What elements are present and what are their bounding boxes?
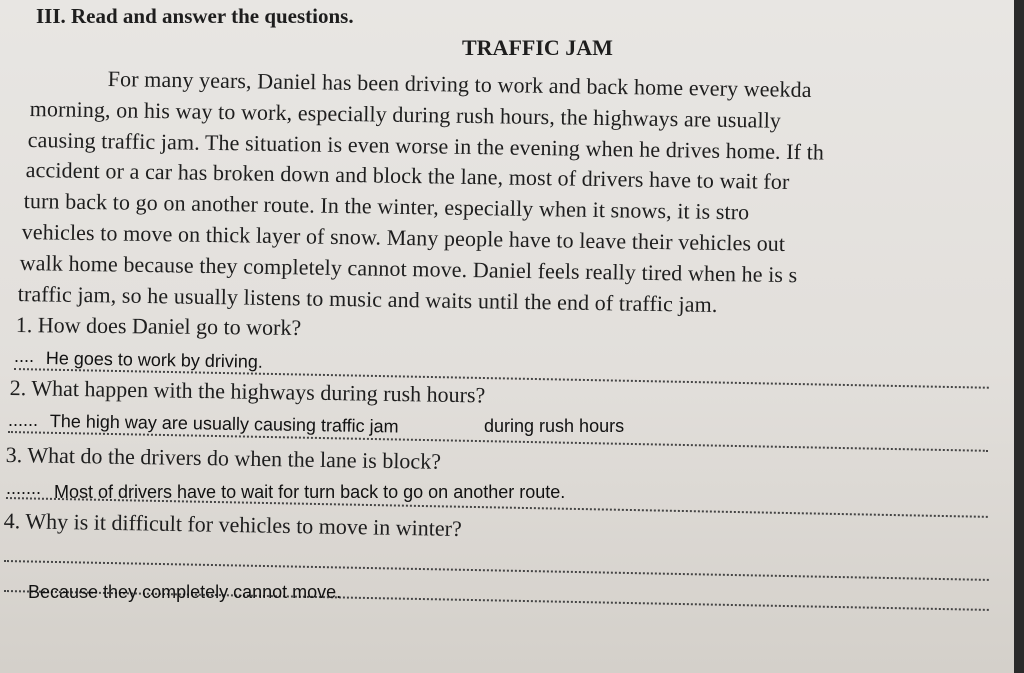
answer-lead-1: .... — [14, 346, 35, 366]
question-2: 2. What happen with the highways during rush hours? — [9, 375, 486, 408]
answer-3[interactable]: Most of drivers have to wait for turn back to go on another route. — [54, 482, 566, 502]
answer-line-4a — [4, 560, 989, 581]
question-4: 4. Why is it difficult for vehicles to move in winter? — [3, 508, 462, 541]
passage-line: For many years, Daniel has been driving to work and back home every weekda — [107, 66, 812, 103]
passage-title: TRAFFIC JAM — [462, 35, 613, 60]
passage-line: morning, on his way to work, especially during rush hours, the highways are usually — [29, 96, 782, 133]
answer-1[interactable]: He goes to work by driving. — [45, 348, 264, 372]
passage-line: vehicles to move on thick layer of snow. Many people have to leave their vehicles out — [21, 219, 786, 256]
answer-lead-3: ....... — [6, 478, 42, 498]
passage-line: accident or a car has broken down and block the lane, most of drivers have to wait for — [25, 157, 790, 194]
answer-2[interactable]: The high way are usually causing traffic jam — [49, 411, 399, 437]
passage-line: walk home because they completely cannot move. Daniel feels really tired when he is s — [19, 250, 798, 288]
question-3: 3. What do the drivers do when the lane is block? — [5, 442, 442, 474]
exercise-heading: III. Read and answer the questions. — [36, 4, 354, 28]
page-edge-shadow — [1014, 0, 1024, 673]
passage-line: turn back to go on another route. In the winter, especially when it snows, it is stro — [23, 188, 750, 225]
passage-line: causing traffic jam. The situation is even worse in the evening when he drives home. If th — [27, 127, 825, 165]
question-1: 1. How does Daniel go to work? — [15, 312, 302, 340]
answer-lead-2: ...... — [8, 410, 39, 430]
passage-line: traffic jam, so he usually listens to music and waits until the end of traffic jam. — [17, 281, 718, 317]
answer-2-extra[interactable]: during rush hours — [484, 416, 625, 436]
answer-4[interactable]: Because they completely cannot move. — [28, 582, 342, 602]
